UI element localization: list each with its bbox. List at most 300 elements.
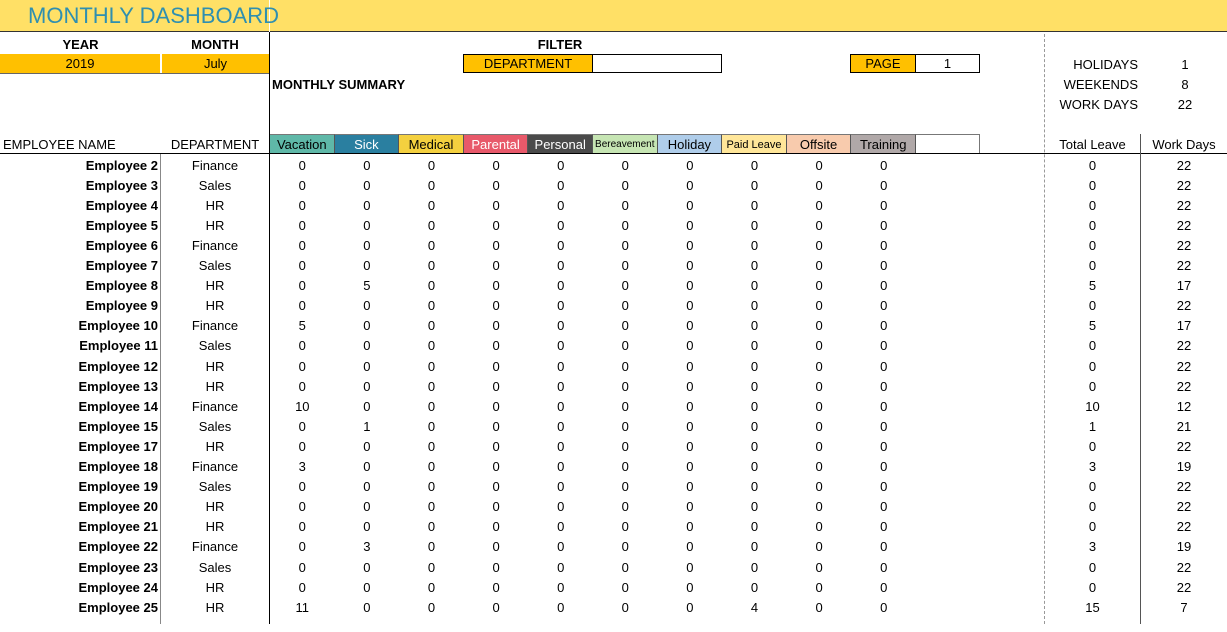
work-days-value: 22 (1176, 177, 1192, 193)
employee-name: Employee 8 (85, 278, 158, 294)
leave-count-training: 0 (880, 418, 888, 434)
leave-count-sick: 0 (363, 499, 371, 515)
work-days-value: 22 (1176, 197, 1192, 213)
monthly-summary-label: MONTHLY SUMMARY (272, 76, 406, 92)
work-days-value: 22 (1176, 559, 1192, 575)
leave-count-medical: 0 (427, 418, 436, 434)
leave-count-paid-leave: 0 (750, 539, 759, 555)
leave-count-sick: 0 (363, 378, 371, 394)
leave-count-holiday: 0 (686, 237, 694, 253)
total-leave-value: 0 (1088, 237, 1097, 253)
leave-count-medical: 0 (427, 157, 436, 173)
employee-department: HR (205, 278, 225, 294)
leave-count-parental: 0 (492, 338, 500, 354)
total-leave-value: 0 (1088, 438, 1097, 454)
leave-count-medical: 0 (427, 519, 436, 535)
employee-name: Employee 21 (78, 519, 158, 535)
employee-name: Employee 2 (85, 157, 158, 173)
table-row (0, 517, 1227, 537)
leave-count-vacation: 0 (298, 298, 306, 314)
leave-count-medical: 0 (427, 177, 436, 193)
employee-department: Sales (198, 177, 232, 193)
leave-count-training: 0 (880, 278, 888, 294)
employee-department: HR (205, 599, 225, 615)
work-days-value: 22 (1176, 258, 1192, 273)
work-days-value: 22 (1176, 479, 1192, 495)
leave-count-bereavement: 0 (621, 378, 629, 394)
page-title: MONTHLY DASHBOARD (0, 0, 270, 32)
employee-name: Employee 4 (85, 197, 158, 213)
table-row (0, 276, 1227, 296)
employee-name: Employee 6 (85, 237, 158, 253)
leave-count-bereavement: 0 (621, 438, 629, 454)
weekends-label: WEEKENDS (1063, 76, 1138, 92)
table-row (0, 376, 1227, 396)
leave-count-paid-leave: 0 (750, 278, 759, 294)
leave-count-medical: 0 (427, 217, 436, 233)
leave-count-offsite: 0 (815, 258, 823, 273)
leave-count-holiday: 0 (686, 499, 694, 515)
leave-count-offsite: 0 (815, 479, 823, 495)
leave-count-holiday: 0 (686, 479, 694, 495)
leave-count-medical: 0 (427, 298, 436, 314)
leave-count-vacation: 0 (298, 438, 306, 454)
work-days-value: 19 (1176, 459, 1192, 474)
leave-count-holiday: 0 (686, 197, 694, 213)
leave-count-vacation: 0 (298, 418, 306, 434)
leave-count-parental: 0 (492, 499, 500, 515)
work-days-value: 22 (1176, 499, 1192, 515)
employee-department: Finance (191, 237, 239, 253)
leave-count-personal: 0 (557, 197, 565, 213)
leave-count-training: 0 (880, 298, 888, 314)
leave-count-paid-leave: 0 (750, 157, 759, 173)
leave-count-sick: 0 (363, 197, 371, 213)
employee-name: Employee 10 (78, 318, 158, 334)
leave-count-vacation: 0 (298, 258, 306, 273)
leave-count-holiday: 0 (686, 358, 694, 374)
employee-department: HR (205, 197, 225, 213)
table-row (0, 256, 1227, 276)
year-select[interactable]: 2019 (0, 54, 160, 73)
leave-count-sick: 0 (363, 398, 371, 414)
leave-count-training: 0 (880, 579, 888, 595)
table-row (0, 215, 1227, 235)
leave-count-sick: 0 (363, 157, 371, 173)
employee-name: Employee 24 (78, 579, 158, 595)
leave-count-offsite: 0 (815, 157, 823, 173)
total-leave-value: 0 (1088, 479, 1097, 495)
table-row (0, 175, 1227, 195)
leave-count-holiday: 0 (686, 459, 694, 474)
leave-count-sick: 0 (363, 237, 371, 253)
employee-department: Sales (198, 559, 232, 575)
category-header-parental: Parental (464, 134, 529, 154)
table-row (0, 457, 1227, 477)
leave-count-bereavement: 0 (621, 459, 629, 474)
leave-count-vacation: 0 (298, 177, 306, 193)
leave-count-offsite: 0 (815, 237, 823, 253)
leave-count-parental: 0 (492, 599, 500, 615)
work-days-value: 22 (1176, 338, 1192, 354)
total-leave-value: 0 (1088, 258, 1097, 273)
leave-count-bereavement: 0 (621, 237, 629, 253)
leave-count-parental: 0 (492, 378, 500, 394)
leave-count-paid-leave: 0 (750, 519, 759, 535)
leave-count-medical: 0 (427, 338, 436, 354)
filter-label: FILTER (537, 36, 583, 52)
department-filter-label: DEPARTMENT (463, 54, 593, 73)
leave-count-paid-leave: 0 (750, 499, 759, 515)
leave-count-parental: 0 (492, 418, 500, 434)
leave-count-paid-leave: 0 (750, 338, 759, 354)
leave-count-holiday: 0 (686, 418, 694, 434)
leave-count-offsite: 0 (815, 298, 823, 314)
leave-count-holiday: 0 (686, 217, 694, 233)
total-leave-value: 5 (1088, 318, 1097, 334)
leave-count-personal: 0 (557, 539, 565, 555)
table-row (0, 195, 1227, 215)
employee-name: Employee 17 (78, 438, 158, 454)
work-days-value: 22 (1176, 237, 1192, 253)
total-leave-value: 10 (1085, 398, 1100, 414)
leave-count-holiday: 0 (686, 579, 694, 595)
leave-count-vacation: 0 (298, 579, 306, 595)
leave-count-vacation: 10 (295, 398, 310, 414)
leave-count-paid-leave: 0 (750, 358, 759, 374)
leave-count-personal: 0 (557, 258, 565, 273)
leave-count-bereavement: 0 (621, 398, 629, 414)
employee-department: HR (205, 217, 225, 233)
leave-count-training: 0 (880, 237, 888, 253)
leave-count-vacation: 0 (298, 539, 306, 555)
leave-count-parental: 0 (492, 559, 500, 575)
total-leave-value: 0 (1088, 579, 1097, 595)
leave-count-training: 0 (880, 499, 888, 515)
leave-count-parental: 0 (492, 398, 500, 414)
leave-count-offsite: 0 (815, 177, 823, 193)
work-days-value: 19 (1176, 539, 1192, 555)
work-days-value: 22 (1176, 579, 1192, 595)
leave-count-parental: 0 (492, 519, 500, 535)
leave-count-paid-leave: 0 (750, 378, 759, 394)
leave-count-bereavement: 0 (621, 318, 629, 334)
leave-count-training: 0 (880, 459, 888, 474)
leave-count-offsite: 0 (815, 358, 823, 374)
table-row (0, 557, 1227, 577)
leave-count-sick: 0 (363, 459, 371, 474)
work-days-header: Work Days (1152, 136, 1216, 152)
employee-name: Employee 20 (78, 499, 158, 515)
leave-count-medical: 0 (427, 278, 436, 294)
category-header-bereavement: Bereavement (593, 134, 658, 154)
leave-count-offsite: 0 (815, 217, 823, 233)
weekends-value: 8 (1181, 76, 1189, 92)
page-input[interactable]: 1 (915, 54, 980, 73)
leave-count-bereavement: 0 (621, 519, 629, 535)
leave-count-training: 0 (880, 177, 888, 193)
leave-count-offsite: 0 (815, 539, 823, 555)
leave-count-bereavement: 0 (621, 559, 629, 575)
leave-count-sick: 0 (363, 579, 371, 595)
leave-count-parental: 0 (492, 438, 500, 454)
leave-count-paid-leave: 0 (750, 217, 759, 233)
leave-count-paid-leave: 0 (750, 398, 759, 414)
leave-count-bereavement: 0 (621, 197, 629, 213)
leave-count-paid-leave: 0 (750, 559, 759, 575)
table-row (0, 537, 1227, 557)
leave-count-offsite: 0 (815, 499, 823, 515)
leave-count-vacation: 0 (298, 278, 306, 294)
leave-count-parental: 0 (492, 177, 500, 193)
leave-count-medical: 0 (427, 378, 436, 394)
leave-count-paid-leave: 0 (750, 438, 759, 454)
leave-count-personal: 0 (557, 358, 565, 374)
leave-count-training: 0 (880, 519, 888, 535)
table-row (0, 336, 1227, 356)
total-leave-value: 0 (1088, 197, 1097, 213)
leave-count-paid-leave: 0 (750, 237, 759, 253)
employee-name: Employee 18 (78, 459, 158, 474)
leave-count-holiday: 0 (686, 338, 694, 354)
leave-count-holiday: 0 (686, 177, 694, 193)
leave-count-vacation: 0 (298, 519, 306, 535)
work-days-value: 22 (1176, 358, 1192, 374)
leave-count-sick: 0 (363, 318, 371, 334)
page-label: PAGE (850, 54, 916, 73)
leave-count-holiday: 0 (686, 258, 694, 273)
leave-count-vacation: 0 (298, 197, 306, 213)
leave-count-holiday: 0 (686, 539, 694, 555)
work-days-label: WORK DAYS (1059, 96, 1138, 112)
work-days-value: 17 (1176, 318, 1192, 334)
leave-count-offsite: 0 (815, 398, 823, 414)
employee-department: Finance (191, 318, 239, 334)
employee-name: Employee 3 (85, 177, 158, 193)
employee-name: Employee 22 (78, 539, 158, 555)
employee-department: HR (205, 579, 225, 595)
table-row (0, 235, 1227, 255)
leave-count-sick: 0 (363, 177, 371, 193)
table-row (0, 477, 1227, 497)
employee-department: Sales (198, 479, 232, 495)
employee-department: Sales (198, 258, 232, 273)
leave-count-parental: 0 (492, 258, 500, 273)
total-leave-value: 15 (1085, 599, 1100, 615)
leave-count-training: 0 (880, 338, 888, 354)
leave-count-sick: 1 (363, 418, 371, 434)
leave-count-holiday: 0 (686, 559, 694, 575)
leave-count-parental: 0 (492, 157, 500, 173)
leave-count-parental: 0 (492, 278, 500, 294)
leave-count-vacation: 0 (298, 559, 306, 575)
table-row (0, 577, 1227, 597)
leave-count-bereavement: 0 (621, 539, 629, 555)
work-days-value: 22 (1176, 217, 1192, 233)
leave-count-offsite: 0 (815, 459, 823, 474)
total-leave-header: Total Leave (1059, 136, 1126, 152)
employee-name-header: EMPLOYEE NAME (3, 136, 116, 152)
leave-count-personal: 0 (557, 318, 565, 334)
leave-count-medical: 0 (427, 398, 436, 414)
total-leave-value: 0 (1088, 559, 1097, 575)
leave-count-medical: 0 (427, 539, 436, 555)
leave-count-holiday: 0 (686, 398, 694, 414)
leave-count-personal: 0 (557, 378, 565, 394)
leave-count-medical: 0 (427, 479, 436, 495)
holidays-value: 1 (1181, 56, 1189, 72)
leave-count-personal: 0 (557, 398, 565, 414)
leave-count-personal: 0 (557, 278, 565, 294)
leave-count-bereavement: 0 (621, 278, 629, 294)
total-leave-value: 0 (1088, 298, 1097, 314)
leave-count-parental: 0 (492, 358, 500, 374)
employee-department: Finance (191, 157, 239, 173)
leave-count-parental: 0 (492, 479, 500, 495)
stats-panel (1045, 54, 1227, 116)
leave-count-offsite: 0 (815, 559, 823, 575)
leave-count-vacation: 0 (298, 338, 306, 354)
employee-department: HR (205, 378, 225, 394)
month-label: MONTH (191, 36, 239, 52)
work-days-value: 22 (1177, 96, 1193, 112)
holidays-label: HOLIDAYS (1073, 56, 1138, 72)
leave-count-bereavement: 0 (621, 499, 629, 515)
leave-count-parental: 0 (492, 237, 500, 253)
leave-count-paid-leave: 0 (750, 177, 759, 193)
work-days-value: 21 (1176, 418, 1192, 434)
employee-department: Sales (198, 418, 232, 434)
leave-count-bereavement: 0 (621, 358, 629, 374)
category-header-offsite: Offsite (787, 134, 852, 154)
employee-name: Employee 9 (85, 298, 158, 314)
leave-count-personal: 0 (557, 579, 565, 595)
table-row (0, 497, 1227, 517)
leave-count-vacation: 0 (298, 378, 306, 394)
leave-count-personal: 0 (557, 157, 565, 173)
total-leave-value: 0 (1088, 499, 1097, 515)
employee-name: Employee 14 (78, 398, 158, 414)
leave-count-medical: 0 (427, 459, 436, 474)
category-header-personal: Personal (528, 134, 593, 154)
category-header-medical: Medical (399, 134, 464, 154)
leave-count-vacation: 0 (298, 479, 306, 495)
employee-department: HR (205, 298, 225, 314)
leave-count-offsite: 0 (815, 378, 823, 394)
work-days-value: 22 (1176, 438, 1192, 454)
leave-count-training: 0 (880, 318, 888, 334)
leave-count-offsite: 0 (815, 318, 823, 334)
leave-count-vacation: 5 (298, 318, 306, 334)
leave-count-medical: 0 (427, 579, 436, 595)
total-leave-value: 0 (1088, 358, 1097, 374)
work-days-value: 22 (1176, 378, 1192, 394)
employee-name: Employee 12 (78, 358, 158, 374)
leave-count-personal: 0 (557, 217, 565, 233)
leave-count-parental: 0 (492, 539, 500, 555)
total-leave-value: 0 (1088, 338, 1097, 354)
department-filter-input[interactable] (592, 54, 722, 73)
leave-count-sick: 0 (363, 358, 371, 374)
month-select[interactable]: July (162, 54, 269, 73)
leave-count-vacation: 0 (298, 499, 306, 515)
leave-count-offsite: 0 (815, 338, 823, 354)
leave-count-parental: 0 (492, 298, 500, 314)
leave-count-sick: 0 (363, 559, 371, 575)
leave-count-parental: 0 (492, 318, 500, 334)
work-days-value: 22 (1176, 519, 1192, 535)
leave-count-sick: 0 (363, 599, 371, 615)
header-divider (0, 153, 1227, 154)
leave-count-personal: 0 (557, 519, 565, 535)
leave-count-paid-leave: 0 (750, 459, 759, 474)
leave-count-personal: 0 (557, 338, 565, 354)
leave-count-parental: 0 (492, 197, 500, 213)
category-header-holiday: Holiday (658, 134, 723, 154)
leave-count-offsite: 0 (815, 197, 823, 213)
total-leave-value: 1 (1088, 418, 1097, 434)
leave-count-offsite: 0 (815, 579, 823, 595)
employee-department: HR (205, 519, 225, 535)
table-row (0, 155, 1227, 175)
leave-count-personal: 0 (557, 459, 565, 474)
work-days-value: 17 (1176, 278, 1192, 294)
leave-count-paid-leave: 0 (750, 258, 759, 273)
leave-count-medical: 0 (427, 237, 436, 253)
leave-count-sick: 5 (363, 278, 371, 294)
total-leave-value: 0 (1088, 217, 1097, 233)
employee-name: Employee 15 (78, 418, 158, 434)
employee-department: HR (205, 499, 225, 515)
total-leave-value: 3 (1088, 539, 1097, 555)
leave-count-medical: 0 (427, 499, 436, 515)
employee-department: HR (205, 438, 225, 454)
leave-count-bereavement: 0 (621, 338, 629, 354)
leave-count-medical: 0 (427, 318, 436, 334)
leave-count-sick: 0 (363, 217, 371, 233)
leave-count-medical: 0 (427, 599, 436, 615)
leave-count-paid-leave: 0 (750, 579, 759, 595)
employee-name: Employee 11 (79, 338, 158, 354)
leave-count-personal: 0 (557, 177, 565, 193)
leave-count-personal: 0 (557, 237, 565, 253)
divider (0, 73, 269, 74)
table-row (0, 396, 1227, 416)
leave-count-parental: 0 (492, 217, 500, 233)
table-row (0, 316, 1227, 336)
table-row (0, 296, 1227, 316)
leave-count-bereavement: 0 (621, 579, 629, 595)
leave-count-parental: 0 (492, 459, 500, 474)
work-days-value: 12 (1176, 398, 1192, 414)
leave-count-holiday: 0 (686, 378, 694, 394)
leave-count-sick: 0 (363, 479, 371, 495)
employee-name: Employee 23 (78, 559, 158, 575)
work-days-value: 22 (1176, 157, 1192, 173)
leave-count-vacation: 0 (298, 157, 306, 173)
leave-count-training: 0 (880, 378, 888, 394)
leave-count-paid-leave: 0 (750, 298, 759, 314)
leave-count-holiday: 0 (686, 278, 694, 294)
leave-count-holiday: 0 (686, 318, 694, 334)
total-leave-value: 0 (1088, 378, 1097, 394)
employee-name: Employee 5 (85, 217, 158, 233)
department-header: DEPARTMENT (170, 136, 260, 152)
leave-count-training: 0 (880, 157, 888, 173)
category-header-paid-leave: Paid Leave (722, 134, 787, 154)
category-header-training: Training (851, 134, 916, 154)
total-leave-value: 0 (1088, 177, 1097, 193)
